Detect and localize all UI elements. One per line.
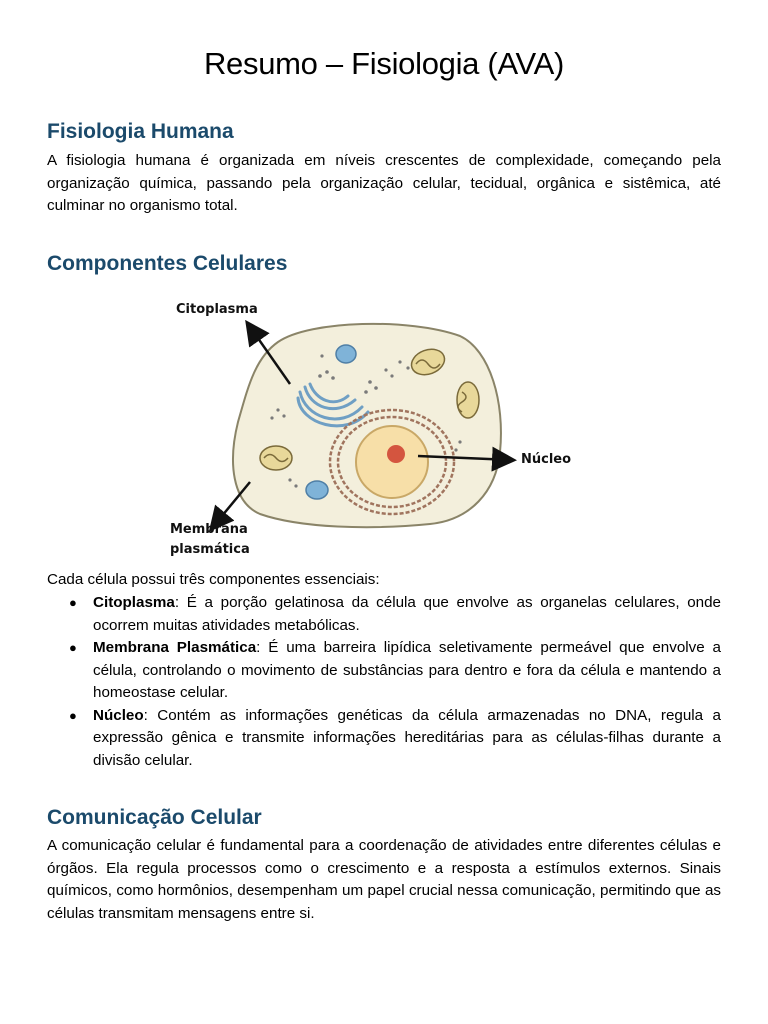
vacuole-2 [306,481,328,499]
heading-fisiologia-humana: Fisiologia Humana [47,120,234,143]
list-item-membrana [47,637,721,705]
vacuole-1 [336,345,356,363]
page-title: Resumo – Fisiologia (AVA) [203,46,565,81]
term-membrana: Membrana Plasmática [93,639,257,656]
bullet-icon: ● [69,707,77,723]
component-list [47,592,721,772]
list-item-citoplasma [47,592,721,637]
desc-membrana: : É uma barreira lipídica seletivamente permeável que envolve a célula, controlando o movimento de substâncias para dentro e fora da célula e mantendo a homeostase celular. [93,639,721,701]
nucleolus [387,445,405,463]
paragraph-comunicacao-celular: A comunicação celular é fundamental para a coordenação de atividades entre diferentes células e órgãos. Ela regula processos como o crescimento e a resposta a estímulos externos. Sinais químicos, como hormônios, desempenham um papel crucial nessa comunicação, permitindo que as células transmitam mensagens entre si. [47,837,721,922]
label-citoplasma: Citoplasma [176,302,258,317]
heading-componentes-celulares: Componentes Celulares [47,252,288,275]
label-nucleo: Núcleo [521,452,572,467]
list-item-nucleo [47,705,721,773]
bullet-icon: ● [69,640,77,655]
heading-comunicacao-celular: Comunicação Celular [47,806,262,829]
cell-diagram [160,292,600,562]
cell-membrane [233,324,501,527]
label-membrana: Membrana [170,522,248,537]
desc-citoplasma: : É a porção gelatinosa da célula que envolve as organelas celulares, onde ocorrem muitas atividades metabólicas. [93,594,721,634]
paragraph-fisiologia-humana: A fisiologia humana é organizada em níveis crescentes de complexidade, começando pela organização química, passando pela organização celular, tecidual, orgânica e sistêmica, até culminar no organismo total. [47,152,721,214]
term-nucleo: Núcleo [93,706,144,724]
term-citoplasma: Citoplasma [93,594,175,611]
desc-nucleo: : Contém as informações genéticas da célula armazenadas no DNA, regula a expressão gênica e transmite informações hereditárias para as células-filhas durante a divisão celular. [93,706,721,769]
paragraph-componentes-intro: Cada célula possui três componentes essenciais: [47,571,380,588]
label-plasmatica: plasmática [170,542,250,557]
bullet-icon: ● [69,595,77,610]
